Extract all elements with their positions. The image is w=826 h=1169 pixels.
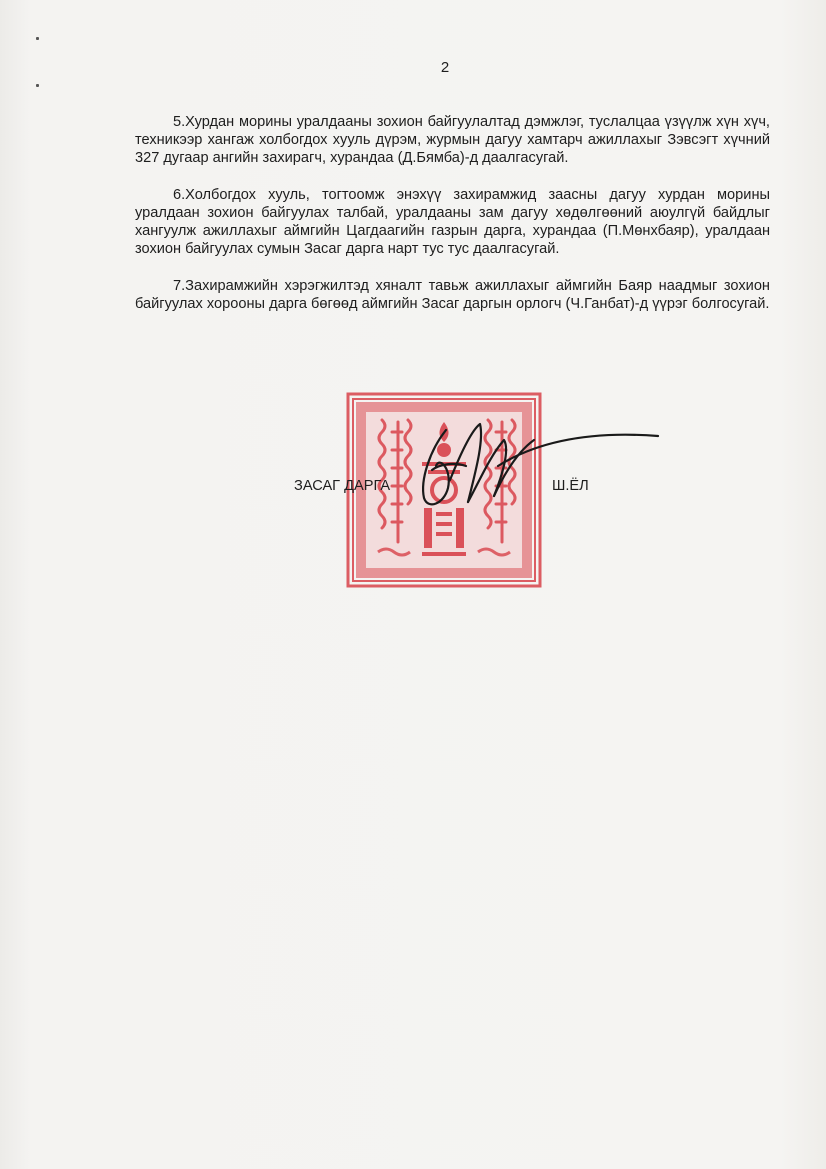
paragraph-7: 7.Захирамжийн хэрэгжилтэд хяналт тавьж ажиллахыг аймгийн Баяр наадмыг зохион байгуулах хорооны дарга бөгөөд аймгийн Засаг даргын орлогч (Ч.Ганбат)-д үүрэг болгосугай. — [135, 278, 770, 312]
paragraph-6: 6.Холбогдох хууль, тогтоомж энэхүү захирамжид заасны дагуу хурдан морины уралдаан зохион байгуулах талбай, уралдааны зам дагуу хөдөлгөөний аюулгүй байдлыг хангуулж ажиллахыг аймгийн Цагдаагийн газрын дарга, хурандаа (П.Мөнхбаяр), уралдаан зохион байгуулах сумын Засаг дарга нарт тус тус даалгасугай. — [135, 187, 770, 257]
page-number: 2 — [440, 59, 450, 76]
signatory-name: Ш.ЁЛ — [552, 478, 589, 494]
paragraph-5: 5.Хурдан морины уралдааны зохион байгуулалтад дэмжлэг, туслалцаа үзүүлж хүн хүч, техникээр хангаж холбогдох хууль дүрэм, журмын дагуу хамтарч ажиллахыг Зэвсэгт хүчний 327 дугаар ангийн захирагч, хурандаа (Д.Бямба)-д даалгасугай. — [135, 114, 770, 166]
handwritten-signature — [410, 410, 660, 520]
signatory-title: ЗАСАГ ДАРГА — [294, 478, 391, 494]
